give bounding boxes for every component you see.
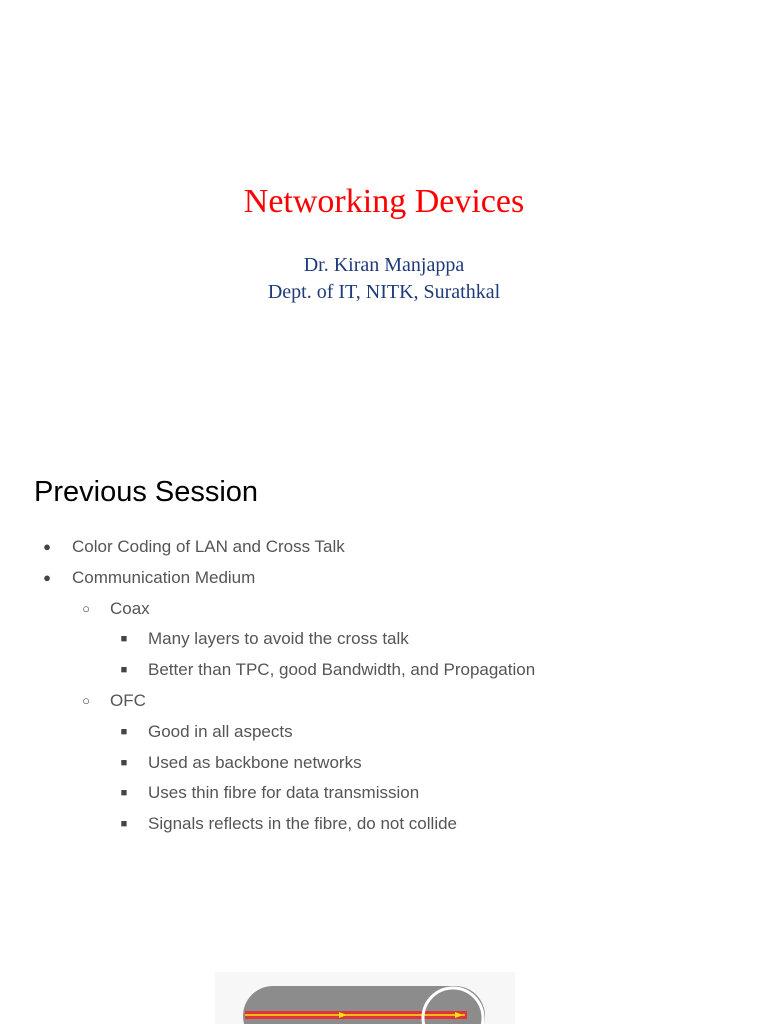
circle-bullet-icon: ○ bbox=[82, 692, 90, 708]
outline-list bbox=[0, 532, 768, 840]
list-item bbox=[0, 748, 768, 779]
list-item-text: Used as backbone networks bbox=[148, 752, 362, 772]
disc-bullet-icon: ● bbox=[43, 539, 51, 554]
list-item bbox=[0, 686, 768, 717]
list-item-text: Communication Medium bbox=[72, 567, 256, 587]
list-item-text: Good in all aspects bbox=[148, 721, 293, 741]
list-item bbox=[0, 655, 768, 686]
list-item-text: Coax bbox=[110, 598, 150, 618]
circle-bullet-icon: ○ bbox=[82, 600, 90, 616]
list-item bbox=[0, 717, 768, 748]
author-affiliation: Dept. of IT, NITK, Surathkal bbox=[267, 281, 501, 303]
title-slide bbox=[0, 170, 768, 306]
session-heading: Previous Session bbox=[34, 476, 259, 508]
list-item bbox=[0, 778, 768, 809]
list-item-text: OFC bbox=[110, 690, 146, 710]
author-block bbox=[0, 252, 768, 306]
author-name: Dr. Kiran Manjappa bbox=[303, 254, 465, 276]
list-item-text: Color Coding of LAN and Cross Talk bbox=[72, 537, 345, 556]
square-bullet-icon: ■ bbox=[120, 818, 128, 831]
square-bullet-icon: ■ bbox=[120, 633, 128, 646]
list-item-text: Better than TPC, good Bandwidth, and Propagation bbox=[148, 660, 536, 680]
square-bullet-icon: ■ bbox=[120, 664, 128, 677]
list-item bbox=[0, 532, 768, 563]
list-item-text: Many layers to avoid the cross talk bbox=[148, 629, 409, 649]
square-bullet-icon: ■ bbox=[120, 756, 128, 769]
list-item bbox=[0, 594, 768, 625]
deck-title: Networking Devices bbox=[243, 183, 525, 220]
square-bullet-icon: ■ bbox=[120, 725, 128, 738]
optical-fibre-illustration bbox=[215, 972, 515, 1024]
disc-bullet-icon: ● bbox=[43, 569, 51, 585]
list-item-text: Signals reflects in the fibre, do not collide bbox=[148, 814, 458, 834]
fibre-icon bbox=[215, 972, 515, 1024]
list-item bbox=[0, 624, 768, 655]
square-bullet-icon: ■ bbox=[120, 787, 128, 800]
list-item-text: Uses thin fibre for data transmission bbox=[148, 783, 420, 803]
list-item bbox=[0, 809, 768, 840]
list-item bbox=[0, 563, 768, 594]
